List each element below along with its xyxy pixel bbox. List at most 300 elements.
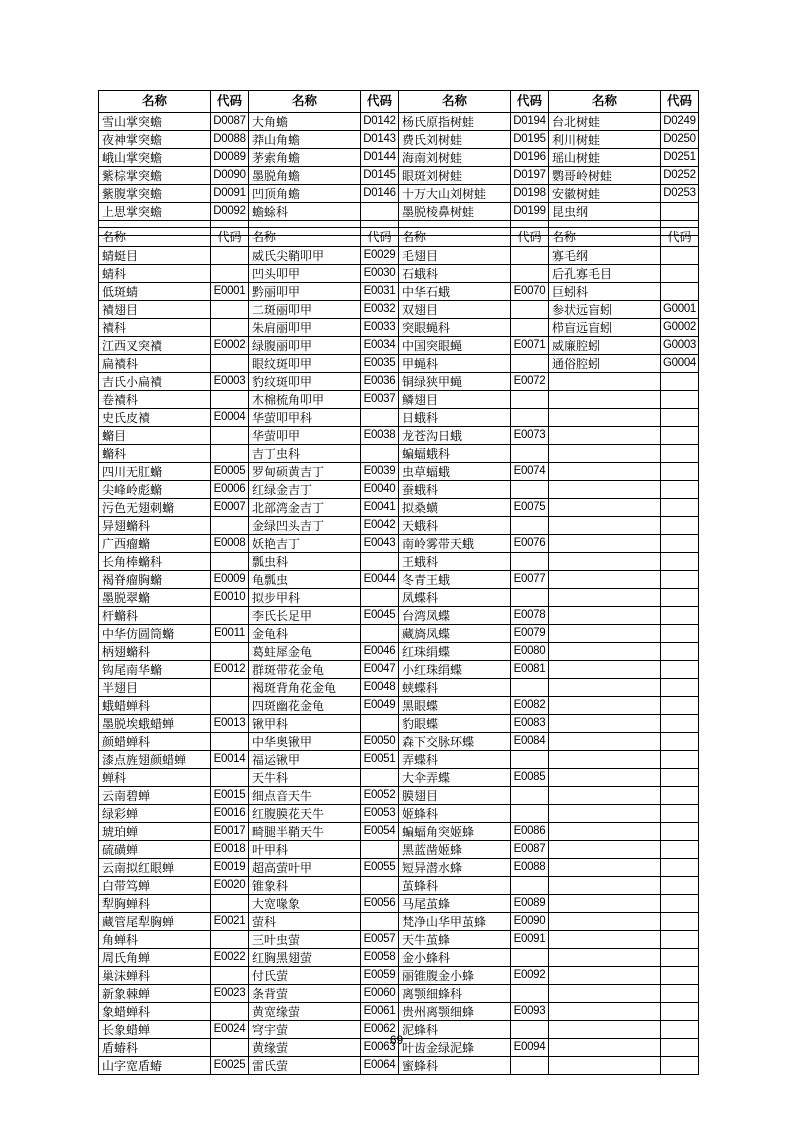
species-name-cell: 豹眼蝶 xyxy=(399,715,511,733)
table-row xyxy=(99,1057,699,1075)
species-code-cell: E0020 xyxy=(211,877,249,895)
species-name-cell: 甲蝇科 xyxy=(399,355,511,373)
species-name-cell: 弄蝶科 xyxy=(399,751,511,769)
species-name-cell: 盾蝽科 xyxy=(99,1039,211,1057)
species-code-cell xyxy=(361,913,399,931)
species-code-cell xyxy=(661,661,699,679)
species-code-cell xyxy=(661,499,699,517)
species-name-cell: 二斑丽叩甲 xyxy=(249,301,361,319)
species-name-cell: 峨山掌突蟾 xyxy=(99,149,211,167)
species-name-cell: 冬青王蛾 xyxy=(399,571,511,589)
species-code-cell xyxy=(211,679,249,697)
species-code-cell xyxy=(511,679,549,697)
species-code-cell xyxy=(511,1057,549,1075)
species-code-cell: E0033 xyxy=(361,319,399,337)
species-name-cell: 付氏萤 xyxy=(249,967,361,985)
species-name-cell: 马尾茧蜂 xyxy=(399,895,511,913)
header-cell: 名称 xyxy=(549,91,661,113)
species-code-cell xyxy=(661,1003,699,1021)
species-code-cell xyxy=(661,715,699,733)
table-row xyxy=(99,553,699,571)
species-name-cell: 雷氏萤 xyxy=(249,1057,361,1075)
species-code-cell xyxy=(661,679,699,697)
species-name-cell: 茧蜂科 xyxy=(399,877,511,895)
species-code-cell: E0055 xyxy=(361,859,399,877)
species-code-cell: E0015 xyxy=(211,787,249,805)
species-code-cell xyxy=(211,769,249,787)
species-code-cell xyxy=(361,841,399,859)
species-code-cell: E0072 xyxy=(511,373,549,391)
species-name-cell xyxy=(549,787,661,805)
species-name-cell: 拟桑蟥 xyxy=(399,499,511,517)
species-name-cell: 森下交脉环蝶 xyxy=(399,733,511,751)
species-name-cell: 黄缘萤 xyxy=(249,1039,361,1057)
species-code-cell: E0023 xyxy=(211,985,249,1003)
species-code-cell: E0018 xyxy=(211,841,249,859)
species-code-cell: E0078 xyxy=(511,607,549,625)
species-code-cell: E0083 xyxy=(511,715,549,733)
species-name-cell: 群斑带花金龟 xyxy=(249,661,361,679)
species-name-cell: 扁襀科 xyxy=(99,355,211,373)
species-code-cell xyxy=(211,607,249,625)
table-row xyxy=(99,185,699,203)
species-name-cell: 史氏皮襀 xyxy=(99,409,211,427)
species-name-cell: 巢沫蝉科 xyxy=(99,967,211,985)
species-name-cell xyxy=(549,877,661,895)
species-name-cell: 尖峰岭彪䗛 xyxy=(99,481,211,499)
species-code-cell: E0061 xyxy=(361,1003,399,1021)
species-code-cell: E0011 xyxy=(211,625,249,643)
table-row xyxy=(99,661,699,679)
species-name-cell: 蟾蜍科 xyxy=(249,203,361,221)
species-name-cell: 白带笃蝉 xyxy=(99,877,211,895)
table-row xyxy=(99,895,699,913)
species-code-cell xyxy=(661,931,699,949)
species-name-cell xyxy=(549,517,661,535)
species-name-cell: 鹦哥岭树蛙 xyxy=(549,167,661,185)
species-code-cell: E0044 xyxy=(361,571,399,589)
species-name-cell: 茅索角蟾 xyxy=(249,149,361,167)
species-name-cell: 华萤叩甲科 xyxy=(249,409,361,427)
species-name-cell: 离颚细蜂科 xyxy=(399,985,511,1003)
species-code-cell: E0012 xyxy=(211,661,249,679)
species-code-cell xyxy=(661,427,699,445)
species-code-cell: G0003 xyxy=(661,337,699,355)
species-name-cell xyxy=(549,895,661,913)
table-row xyxy=(99,931,699,949)
table-row xyxy=(99,697,699,715)
species-name-cell xyxy=(549,481,661,499)
species-code-cell: E0035 xyxy=(361,355,399,373)
species-name-cell: 巨蚓科 xyxy=(549,283,661,301)
species-name-cell: 半翅目 xyxy=(99,679,211,697)
species-code-cell xyxy=(661,751,699,769)
table-row xyxy=(99,823,699,841)
species-name-cell xyxy=(549,661,661,679)
species-code-cell xyxy=(661,553,699,571)
species-name-cell: 参状远盲蚓 xyxy=(549,301,661,319)
species-code-cell: G0004 xyxy=(661,355,699,373)
species-name-cell: 硫磺蝉 xyxy=(99,841,211,859)
table-row xyxy=(99,769,699,787)
species-name-cell: 江西叉突襀 xyxy=(99,337,211,355)
species-code-cell: D0142 xyxy=(361,113,399,131)
species-code-cell xyxy=(511,751,549,769)
species-name-cell: 虫草蝠蛾 xyxy=(399,463,511,481)
species-code-cell: E0059 xyxy=(361,967,399,985)
table-row xyxy=(99,463,699,481)
species-code-cell: G0001 xyxy=(661,301,699,319)
species-name-cell xyxy=(549,1057,661,1075)
species-code-cell xyxy=(661,823,699,841)
species-code-cell: E0058 xyxy=(361,949,399,967)
species-code-cell: E0046 xyxy=(361,643,399,661)
species-code-cell xyxy=(361,445,399,463)
species-name-cell: 长角棒䗛科 xyxy=(99,553,211,571)
species-name-cell: 石蛾科 xyxy=(399,265,511,283)
species-name-cell: 罗甸硕黄吉丁 xyxy=(249,463,361,481)
species-code-cell xyxy=(661,697,699,715)
species-name-cell: 朱肩丽叩甲 xyxy=(249,319,361,337)
species-name-cell: 墨脱棱鼻树蛙 xyxy=(399,203,511,221)
species-name-cell: 安徽树蛙 xyxy=(549,185,661,203)
species-name-cell: 吉氏小扁襀 xyxy=(99,373,211,391)
species-name-cell: 云南拟红眼蝉 xyxy=(99,859,211,877)
species-code-cell: E0034 xyxy=(361,337,399,355)
species-code-cell: E0042 xyxy=(361,517,399,535)
species-code-cell: E0062 xyxy=(361,1021,399,1039)
header-cell: 名称 xyxy=(99,228,211,247)
species-name-cell: 眼斑刘树蛙 xyxy=(399,167,511,185)
species-code-cell: E0008 xyxy=(211,535,249,553)
species-code-cell: D0194 xyxy=(511,113,549,131)
species-code-cell: D0090 xyxy=(211,167,249,185)
species-code-cell: E0087 xyxy=(511,841,549,859)
header-cell: 代码 xyxy=(661,91,699,113)
species-code-cell xyxy=(511,409,549,427)
species-name-cell: 昆虫纲 xyxy=(549,203,661,221)
species-name-cell xyxy=(549,913,661,931)
species-code-cell xyxy=(211,517,249,535)
species-name-cell: 福运锹甲 xyxy=(249,751,361,769)
species-name-cell: 华萤叩甲 xyxy=(249,427,361,445)
species-code-cell: D0198 xyxy=(511,185,549,203)
species-name-cell xyxy=(549,679,661,697)
species-code-cell xyxy=(211,355,249,373)
species-name-cell: 毛翅目 xyxy=(399,247,511,265)
header-cell: 名称 xyxy=(549,228,661,247)
species-name-cell: 大伞弄蝶 xyxy=(399,769,511,787)
species-name-cell: 叶甲科 xyxy=(249,841,361,859)
species-name-cell: 十万大山刘树蛙 xyxy=(399,185,511,203)
species-name-cell xyxy=(549,373,661,391)
header-cell: 名称 xyxy=(399,228,511,247)
species-code-cell: E0060 xyxy=(361,985,399,1003)
species-name-cell: 云南碧蝉 xyxy=(99,787,211,805)
species-code-cell xyxy=(661,967,699,985)
insect-code-table xyxy=(98,227,699,1075)
table-row xyxy=(99,481,699,499)
species-code-cell xyxy=(361,589,399,607)
species-name-cell: 鳞翅目 xyxy=(399,391,511,409)
species-name-cell: 藏管尾犁胸蝉 xyxy=(99,913,211,931)
species-code-cell xyxy=(211,931,249,949)
species-name-cell: 利川树蛙 xyxy=(549,131,661,149)
header-cell: 代码 xyxy=(511,228,549,247)
species-code-cell: D0250 xyxy=(661,131,699,149)
table-row xyxy=(99,113,699,131)
table-row xyxy=(99,733,699,751)
species-code-cell: E0041 xyxy=(361,499,399,517)
species-code-cell: D0145 xyxy=(361,167,399,185)
species-code-cell: E0076 xyxy=(511,535,549,553)
table-row xyxy=(99,913,699,931)
species-code-cell xyxy=(661,787,699,805)
species-name-cell: 瓢虫科 xyxy=(249,553,361,571)
species-code-cell xyxy=(511,589,549,607)
species-name-cell: 大角蟾 xyxy=(249,113,361,131)
species-name-cell xyxy=(549,769,661,787)
species-name-cell: 叶齿金绿泥蜂 xyxy=(399,1039,511,1057)
species-name-cell: 豹纹斑叩甲 xyxy=(249,373,361,391)
species-code-cell: E0017 xyxy=(211,823,249,841)
species-code-cell xyxy=(211,895,249,913)
species-name-cell: 黄宽缘萤 xyxy=(249,1003,361,1021)
species-code-cell xyxy=(661,373,699,391)
species-code-cell xyxy=(661,1057,699,1075)
header-row xyxy=(99,91,699,113)
species-code-cell: D0197 xyxy=(511,167,549,185)
table-row xyxy=(99,247,699,265)
species-code-cell: D0143 xyxy=(361,131,399,149)
header-cell: 代码 xyxy=(211,228,249,247)
species-name-cell: 新象棘蝉 xyxy=(99,985,211,1003)
species-code-cell xyxy=(211,643,249,661)
header-cell: 代码 xyxy=(511,91,549,113)
species-name-cell: 锥象科 xyxy=(249,877,361,895)
species-code-cell: D0088 xyxy=(211,131,249,149)
species-code-cell: E0092 xyxy=(511,967,549,985)
species-name-cell: 拟步甲科 xyxy=(249,589,361,607)
species-code-cell: E0057 xyxy=(361,931,399,949)
species-code-cell: E0019 xyxy=(211,859,249,877)
species-name-cell: 超高萤叶甲 xyxy=(249,859,361,877)
header-cell: 代码 xyxy=(361,228,399,247)
species-code-cell xyxy=(511,805,549,823)
species-code-cell: E0038 xyxy=(361,427,399,445)
species-code-cell xyxy=(661,391,699,409)
species-name-cell xyxy=(549,733,661,751)
header-cell: 名称 xyxy=(399,91,511,113)
table-row xyxy=(99,643,699,661)
species-code-cell: D0199 xyxy=(511,203,549,221)
species-name-cell: 黑蓝凿姬蜂 xyxy=(399,841,511,859)
species-code-cell: E0051 xyxy=(361,751,399,769)
species-name-cell xyxy=(549,391,661,409)
species-name-cell: 柄翅䗛科 xyxy=(99,643,211,661)
species-code-cell: E0088 xyxy=(511,859,549,877)
species-name-cell: 栉盲远盲蚓 xyxy=(549,319,661,337)
species-code-cell: E0063 xyxy=(361,1039,399,1057)
species-code-cell xyxy=(211,697,249,715)
species-name-cell: 杆䗛科 xyxy=(99,607,211,625)
species-code-cell: E0084 xyxy=(511,733,549,751)
species-name-cell: 畸腿半鞘天牛 xyxy=(249,823,361,841)
species-code-cell xyxy=(661,481,699,499)
species-name-cell: 蝙蝠角突姬蜂 xyxy=(399,823,511,841)
table-row xyxy=(99,319,699,337)
species-name-cell xyxy=(549,643,661,661)
species-name-cell xyxy=(549,949,661,967)
species-name-cell xyxy=(549,409,661,427)
species-name-cell: 短异潜水蜂 xyxy=(399,859,511,877)
species-name-cell: 红腹膜花天牛 xyxy=(249,805,361,823)
table-row xyxy=(99,409,699,427)
species-code-cell: E0091 xyxy=(511,931,549,949)
species-code-cell xyxy=(511,553,549,571)
species-name-cell: 梵净山华甲茧蜂 xyxy=(399,913,511,931)
species-name-cell: 蝙蝠蛾科 xyxy=(399,445,511,463)
species-name-cell: 中华仿圆筒䗛 xyxy=(99,625,211,643)
species-code-cell: D0146 xyxy=(361,185,399,203)
species-code-cell xyxy=(511,319,549,337)
table-row xyxy=(99,427,699,445)
species-code-cell: E0030 xyxy=(361,265,399,283)
species-name-cell xyxy=(549,535,661,553)
species-name-cell xyxy=(549,445,661,463)
species-code-cell: E0024 xyxy=(211,1021,249,1039)
table-row xyxy=(99,625,699,643)
species-name-cell: 周氏角蝉 xyxy=(99,949,211,967)
table-row xyxy=(99,967,699,985)
species-name-cell: 蜜蜂科 xyxy=(399,1057,511,1075)
table-row xyxy=(99,149,699,167)
species-code-cell xyxy=(361,769,399,787)
species-code-cell: E0048 xyxy=(361,679,399,697)
species-name-cell xyxy=(549,841,661,859)
species-code-cell xyxy=(211,265,249,283)
species-code-cell xyxy=(661,895,699,913)
table-row xyxy=(99,859,699,877)
species-name-cell: 藏旖凤蝶 xyxy=(399,625,511,643)
species-code-cell xyxy=(211,967,249,985)
species-code-cell: E0009 xyxy=(211,571,249,589)
species-name-cell: 后孔寡毛目 xyxy=(549,265,661,283)
species-code-cell: E0013 xyxy=(211,715,249,733)
header-cell: 名称 xyxy=(249,228,361,247)
table-row xyxy=(99,787,699,805)
species-code-cell: E0079 xyxy=(511,625,549,643)
species-code-cell: E0082 xyxy=(511,697,549,715)
species-name-cell xyxy=(549,931,661,949)
species-code-cell xyxy=(211,319,249,337)
species-code-cell: E0005 xyxy=(211,463,249,481)
species-code-cell: E0070 xyxy=(511,283,549,301)
species-name-cell: 漆点旌翅颜蜡蝉 xyxy=(99,751,211,769)
species-name-cell xyxy=(549,823,661,841)
species-name-cell: 上思掌突蟾 xyxy=(99,203,211,221)
species-name-cell: 三叶虫萤 xyxy=(249,931,361,949)
species-name-cell: 角蝉科 xyxy=(99,931,211,949)
table-row xyxy=(99,301,699,319)
species-name-cell: 眼纹斑叩甲 xyxy=(249,355,361,373)
species-name-cell: 泥蜂科 xyxy=(399,1021,511,1039)
species-code-cell xyxy=(661,203,699,221)
species-code-cell: E0014 xyxy=(211,751,249,769)
species-name-cell: 大宽喙象 xyxy=(249,895,361,913)
species-code-cell: E0043 xyxy=(361,535,399,553)
species-name-cell: 天蛾科 xyxy=(399,517,511,535)
species-name-cell: 妖艳吉丁 xyxy=(249,535,361,553)
species-code-cell xyxy=(661,769,699,787)
table-row xyxy=(99,265,699,283)
species-name-cell: 墨脱埃蛾蜡蝉 xyxy=(99,715,211,733)
species-code-cell: E0081 xyxy=(511,661,549,679)
species-code-cell: E0037 xyxy=(361,391,399,409)
species-name-cell: 龙苍沟日蛾 xyxy=(399,427,511,445)
species-code-cell: E0022 xyxy=(211,949,249,967)
species-name-cell: 丽锥腹金小蜂 xyxy=(399,967,511,985)
species-code-cell xyxy=(511,265,549,283)
species-code-cell: E0094 xyxy=(511,1039,549,1057)
species-name-cell: 葛蛀犀金龟 xyxy=(249,643,361,661)
table-row xyxy=(99,1003,699,1021)
table-row xyxy=(99,355,699,373)
species-code-cell xyxy=(511,877,549,895)
species-name-cell xyxy=(549,859,661,877)
species-name-cell: 异翅䗛科 xyxy=(99,517,211,535)
species-name-cell xyxy=(549,607,661,625)
species-code-cell xyxy=(661,913,699,931)
species-code-cell xyxy=(211,391,249,409)
species-code-cell: E0004 xyxy=(211,409,249,427)
species-name-cell: 黔丽叩甲 xyxy=(249,283,361,301)
species-code-cell xyxy=(661,877,699,895)
page-number: 69 xyxy=(389,1033,404,1047)
species-code-cell xyxy=(661,247,699,265)
species-code-cell xyxy=(211,445,249,463)
species-name-cell: 费氏刘树蛙 xyxy=(399,131,511,149)
species-name-cell: 长象蜡蝉 xyxy=(99,1021,211,1039)
table-row xyxy=(99,203,699,221)
species-name-cell: 䗛科 xyxy=(99,445,211,463)
species-name-cell: 蛾蜡蝉科 xyxy=(99,697,211,715)
species-code-cell xyxy=(211,553,249,571)
species-code-cell: E0029 xyxy=(361,247,399,265)
species-name-cell: 蚕蛾科 xyxy=(399,481,511,499)
table-row xyxy=(99,283,699,301)
table-row xyxy=(99,337,699,355)
species-code-cell: E0086 xyxy=(511,823,549,841)
species-name-cell xyxy=(549,697,661,715)
species-code-cell: E0090 xyxy=(511,913,549,931)
species-name-cell: 四斑幽花金龟 xyxy=(249,697,361,715)
species-code-cell xyxy=(211,247,249,265)
species-name-cell: 北部湾金吉丁 xyxy=(249,499,361,517)
species-name-cell: 雪山掌突蟾 xyxy=(99,113,211,131)
species-code-cell: G0002 xyxy=(661,319,699,337)
species-code-cell: D0195 xyxy=(511,131,549,149)
species-code-cell: E0052 xyxy=(361,787,399,805)
species-code-cell xyxy=(511,787,549,805)
species-name-cell: 低斑蜻 xyxy=(99,283,211,301)
species-name-cell: 中华石蛾 xyxy=(399,283,511,301)
species-name-cell: 象蜡蝉科 xyxy=(99,1003,211,1021)
species-code-cell: E0016 xyxy=(211,805,249,823)
species-code-cell: E0021 xyxy=(211,913,249,931)
species-code-cell: D0092 xyxy=(211,203,249,221)
species-name-cell: 小红珠绢蝶 xyxy=(399,661,511,679)
